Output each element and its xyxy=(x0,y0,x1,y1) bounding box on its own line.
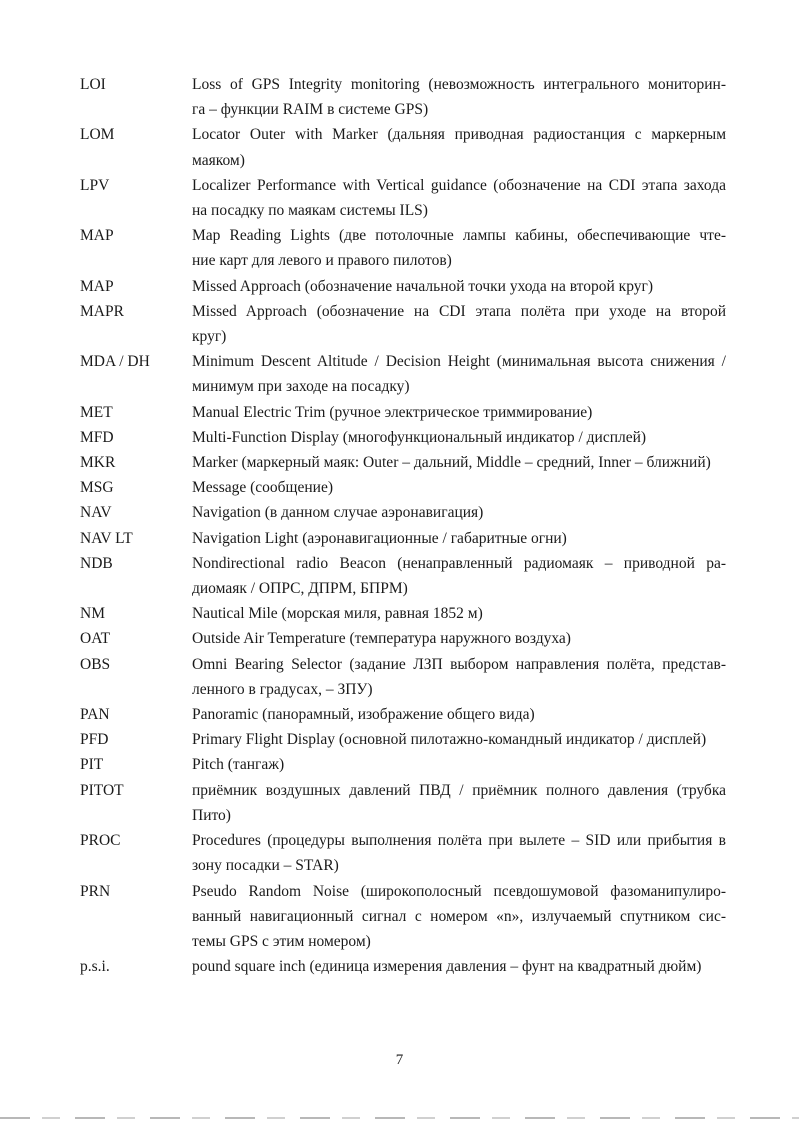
abbreviation: p.s.i. xyxy=(80,958,110,976)
definition-line: зону посадки – STAR) xyxy=(192,857,339,875)
definition-line: круг) xyxy=(192,328,227,346)
abbreviation: MFD xyxy=(80,428,114,446)
definition-line: Missed Approach (обозначение начальной точки ухода на второй круг) xyxy=(192,277,654,295)
glossary-entry xyxy=(80,551,726,601)
definition xyxy=(192,299,726,349)
glossary-entry xyxy=(80,778,726,828)
definition xyxy=(192,626,726,651)
definition-line: Panoramic (панорамный, изображение общего вида) xyxy=(192,706,535,724)
abbreviation: OBS xyxy=(80,655,111,673)
definition-line: Пито) xyxy=(192,806,231,824)
definition-line: приёмник воздушных давлений ПВД / приёмник полного давления (трубка xyxy=(192,781,726,799)
glossary-entry xyxy=(80,954,726,979)
abbreviation-glossary xyxy=(80,72,726,979)
glossary-entry xyxy=(80,173,726,223)
definition xyxy=(192,526,726,551)
glossary-entry xyxy=(80,299,726,349)
definition xyxy=(192,122,726,172)
glossary-entry xyxy=(80,72,726,122)
definition xyxy=(192,349,726,399)
abbreviation: MDA / DH xyxy=(80,353,150,371)
abbreviation: MKR xyxy=(80,454,116,472)
definition-line: Navigation Light (аэронавигационные / габаритные огни) xyxy=(192,529,567,547)
definition-line: Minimum Descent Altitude / Decision Height (минимальная высота снижения / xyxy=(192,353,726,371)
definition xyxy=(192,954,726,979)
abbreviation: MAPR xyxy=(80,302,124,320)
definition-line: Pseudo Random Noise (широкополосный псевдошумовой фазоманипулиро- xyxy=(192,882,726,900)
definition-line: га – функции RAIM в системе GPS) xyxy=(192,101,429,119)
definition-line: ленного в градусах, – ЗПУ) xyxy=(192,680,373,698)
abbreviation: NAV xyxy=(80,504,112,522)
definition xyxy=(192,274,726,299)
glossary-entry xyxy=(80,752,726,777)
glossary-entry xyxy=(80,500,726,525)
glossary-entry xyxy=(80,274,726,299)
definition-line: Nautical Mile (морская миля, равная 1852 м) xyxy=(192,605,483,623)
definition-line: Marker (маркерный маяк: Outer – дальний, Middle – средний, Inner – ближний) xyxy=(192,454,711,472)
abbreviation: NAV LT xyxy=(80,529,133,547)
definition-line: Navigation (в данном случае аэронавигация) xyxy=(192,504,484,522)
glossary-entry xyxy=(80,450,726,475)
glossary-entry xyxy=(80,122,726,172)
definition-line: ванный навигационный сигнал с номером «n», излучаемый спутником сис- xyxy=(192,907,726,925)
abbreviation: LOI xyxy=(80,76,106,93)
glossary-entry xyxy=(80,425,726,450)
definition-line: маяком) xyxy=(192,151,245,169)
definition-line: Loss of GPS Integrity monitoring (невозможность интегрального мониторин- xyxy=(192,76,726,93)
definition-line: ние карт для левого и правого пилотов) xyxy=(192,252,452,270)
definition xyxy=(192,551,726,601)
definition xyxy=(192,778,726,828)
definition-line: Manual Electric Trim (ручное электрическое триммирование) xyxy=(192,403,593,421)
definition xyxy=(192,702,726,727)
definition-line: Outside Air Temperature (температура наружного воздуха) xyxy=(192,630,571,648)
definition xyxy=(192,500,726,525)
definition-line: Primary Flight Display (основной пилотажно-командный индикатор / дисплей) xyxy=(192,731,707,749)
definition xyxy=(192,727,726,752)
abbreviation: PAN xyxy=(80,706,110,724)
glossary-entry xyxy=(80,879,726,955)
definition-line: Missed Approach (обозначение на CDI этапа полёта при уходе на второй xyxy=(192,302,726,320)
definition xyxy=(192,879,726,955)
abbreviation: PROC xyxy=(80,832,121,850)
definition xyxy=(192,425,726,450)
page-number: 7 xyxy=(395,1052,404,1068)
definition-line: Locator Outer with Marker (дальняя приводная радиостанция с маркерным xyxy=(192,126,726,144)
abbreviation: NDB xyxy=(80,554,113,572)
abbreviation: MAP xyxy=(80,277,114,295)
definition-line: Procedures (процедуры выполнения полёта при вылете – SID или прибытия в xyxy=(192,832,726,850)
abbreviation: LOM xyxy=(80,126,115,144)
abbreviation: NM xyxy=(80,605,105,623)
definition xyxy=(192,652,726,702)
abbreviation: PRN xyxy=(80,882,111,900)
definition-line: pound square inch (единица измерения давления – фунт на квадратный дюйм) xyxy=(192,958,702,976)
definition xyxy=(192,400,726,425)
abbreviation: LPV xyxy=(80,176,110,194)
definition-line: Map Reading Lights (две потолочные лампы кабины, обеспечивающие чте- xyxy=(192,227,726,245)
definition-line: на посадку по маякам системы ILS) xyxy=(192,202,428,220)
glossary-entry xyxy=(80,400,726,425)
definition xyxy=(192,475,726,500)
definition xyxy=(192,223,726,273)
abbreviation: PFD xyxy=(80,731,109,749)
glossary-entry xyxy=(80,652,726,702)
definition-line: темы GPS с этим номером) xyxy=(192,932,371,950)
glossary-entry xyxy=(80,702,726,727)
glossary-entry xyxy=(80,828,726,878)
scan-edge-artifact xyxy=(0,1117,799,1119)
definition xyxy=(192,72,726,122)
definition xyxy=(192,752,726,777)
definition-line: диомаяк / ОПРС, ДПРМ, БПРМ) xyxy=(192,580,408,598)
glossary-entry xyxy=(80,727,726,752)
glossary-entry xyxy=(80,526,726,551)
abbreviation: OAT xyxy=(80,630,111,648)
definition-line: Multi-Function Display (многофункциональный индикатор / дисплей) xyxy=(192,428,647,446)
definition xyxy=(192,173,726,223)
definition-line: Omni Bearing Selector (задание ЛЗП выбором направления полёта, представ- xyxy=(192,655,726,673)
definition-line: Localizer Performance with Vertical guidance (обозначение на CDI этапа захода xyxy=(192,176,726,194)
definition xyxy=(192,601,726,626)
definition-line: Pitch (тангаж) xyxy=(192,756,285,774)
glossary-entry xyxy=(80,626,726,651)
abbreviation: PIT xyxy=(80,756,104,774)
abbreviation: MAP xyxy=(80,227,114,245)
definition xyxy=(192,828,726,878)
definition-line: минимум при заходе на посадку) xyxy=(192,378,410,396)
definition xyxy=(192,450,726,475)
abbreviation: MET xyxy=(80,403,113,421)
abbreviation: MSG xyxy=(80,479,114,497)
glossary-entry xyxy=(80,223,726,273)
glossary-entry xyxy=(80,601,726,626)
definition-line: Message (сообщение) xyxy=(192,479,333,497)
abbreviation: PITOT xyxy=(80,781,124,799)
glossary-entry xyxy=(80,349,726,399)
definition-line: Nondirectional radio Beacon (ненаправленный радиомаяк – приводной ра- xyxy=(192,554,726,572)
glossary-entry xyxy=(80,475,726,500)
